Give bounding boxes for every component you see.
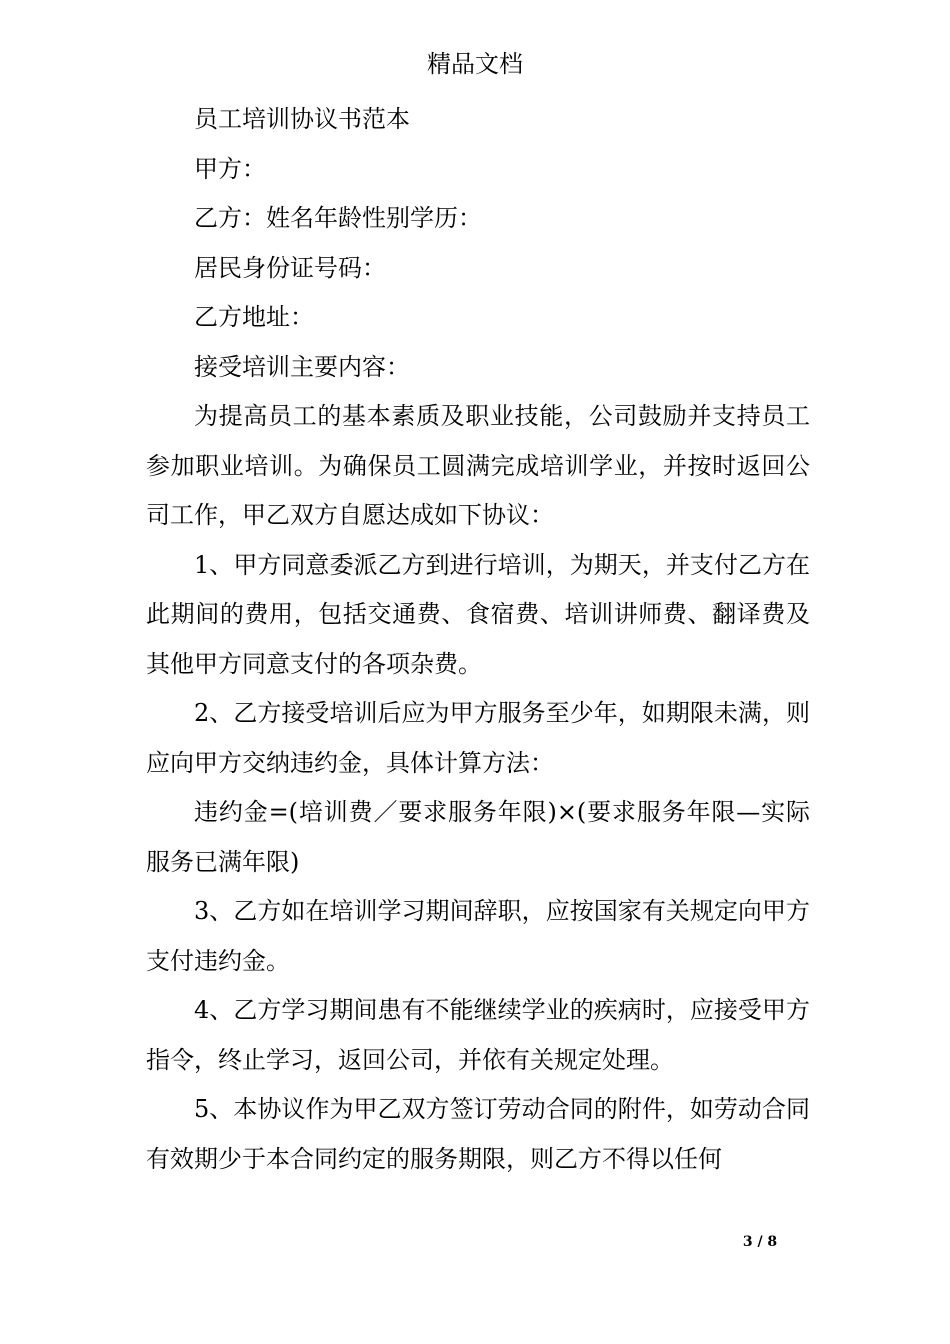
penalty-formula: 违约金=(培训费／要求服务年限)×(要求服务年限—实际服务已满年限) bbox=[146, 798, 810, 876]
page-footer bbox=[700, 1232, 820, 1252]
clause-5: 5、本协议作为甲乙双方签订劳动合同的附件，如劳动合同有效期少于本合同约定的服务期限，则乙方不得以任何 bbox=[146, 1095, 810, 1173]
party-b-line: 乙方：姓名年龄性别学历： bbox=[194, 204, 482, 232]
clause-1: 1、甲方同意委派乙方到进行培训，为期天，并支付乙方在此期间的费用，包括交通费、食宿费、培训讲师费、翻译费及其他甲方同意支付的各项杂费。 bbox=[146, 550, 810, 678]
id-number-line: 居民身份证号码： bbox=[194, 253, 386, 282]
clause-4: 4、乙方学习期间患有不能继续学业的疾病时，应接受甲方指令，终止学习，返回公司，并依有关规定处理。 bbox=[146, 996, 810, 1074]
clause-2: 2、乙方接受培训后应为甲方服务至少年，如期限未满，则应向甲方交纳违约金，具体计算方法： bbox=[146, 699, 810, 777]
page-number: 3 / 8 bbox=[742, 1234, 778, 1250]
party-b-address-line: 乙方地址： bbox=[194, 303, 314, 331]
document-body bbox=[146, 95, 810, 1184]
party-a-line: 甲方： bbox=[194, 154, 266, 183]
training-content-line: 接受培训主要内容： bbox=[194, 352, 410, 381]
header-title: 精品文档 bbox=[427, 50, 523, 78]
clause-3: 3、乙方如在培训学习期间辞职，应按国家有关规定向甲方支付违约金。 bbox=[146, 897, 810, 975]
document-title: 员工培训协议书范本 bbox=[194, 105, 410, 133]
document-header bbox=[0, 44, 950, 84]
intro-paragraph: 为提高员工的基本素质及职业技能，公司鼓励并支持员工参加职业培训。为确保员工圆满完成培训学业，并按时返回公司工作，甲乙双方自愿达成如下协议： bbox=[146, 402, 810, 529]
